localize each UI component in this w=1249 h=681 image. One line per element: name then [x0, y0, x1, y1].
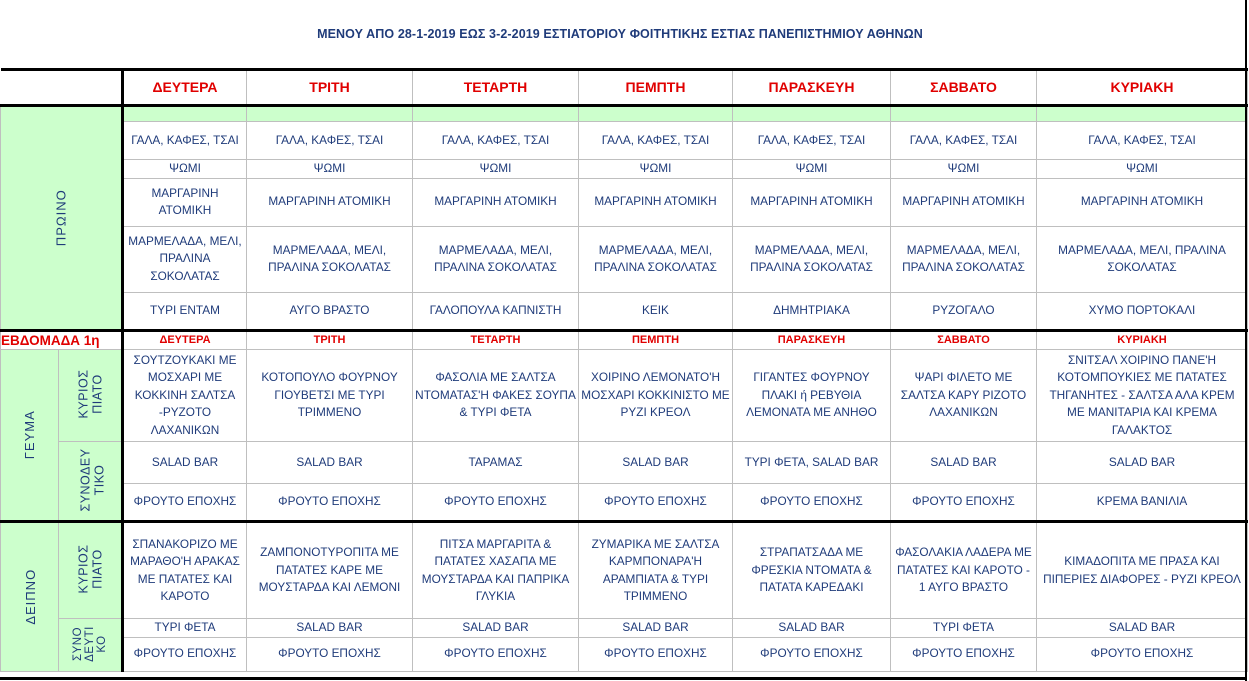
menu-cell: ΨΩΜΙ [123, 160, 247, 179]
menu-cell: ΜΑΡΜΕΛΑΔΑ, ΜΕΛΙ, ΠΡΑΛΙΝΑ ΣΟΚΟΛΑΤΑΣ [891, 226, 1037, 292]
menu-cell: ΨΩΜΙ [1037, 160, 1248, 179]
side-dish-label: ΣΥΝΟ ΔΕΥΤΙ ΚΟ [72, 625, 108, 662]
lunch-label: ΓΕΥΜΑ [21, 409, 37, 460]
menu-cell: ΜΑΡΓΑΡΙΝΗ ΑΤΟΜΙΚΗ [247, 178, 413, 226]
day-header: ΔΕΥΤΕΡΑ [123, 70, 247, 106]
day-header: ΣΑΒΒΑΤΟ [891, 70, 1037, 106]
menu-cell: ΤΥΡΙ ΦΕΤΑ [891, 619, 1037, 638]
day-header: ΚΥΡΙΑΚΗ [1037, 70, 1248, 106]
breakfast-section-cell [1, 106, 123, 331]
main-dish-label: ΚΥΡΙΟΣ ΠΙΑΤΟ [76, 369, 104, 419]
menu-cell: ΔΗΜΗΤΡΙΑΚΑ [733, 292, 891, 330]
day-header: ΤΡΙΤΗ [247, 70, 413, 106]
menu-cell: ΓΑΛΑ, ΚΑΦΕΣ, ΤΣΑΙ [891, 122, 1037, 160]
menu-cell: ΦΡΟΥΤΟ ΕΠΟΧΗΣ [247, 637, 413, 671]
corner-cell [1, 70, 123, 106]
menu-cell: ΨΩΜΙ [247, 160, 413, 179]
dinner-main-row [1, 522, 1248, 619]
menu-cell: ΠΙΤΣΑ ΜΑΡΓΑΡΙΤΑ & ΠΑΤΑΤΕΣ ΧΑΣΑΠΑ ΜΕ ΜΟΥΣΤΑΡΔΑ ΚΑΙ ΠΑΠΡΙΚΑ ΓΛΥΚΙΑ [413, 522, 579, 619]
menu-cell: SALAD BAR [891, 442, 1037, 484]
menu-cell: ΤΥΡΙ ΦΕΤΑ [123, 619, 247, 638]
menu-cell: ΓΑΛΑ, ΚΑΦΕΣ, ΤΣΑΙ [579, 122, 733, 160]
menu-cell: ΓΑΛΑ, ΚΑΦΕΣ, ΤΣΑΙ [733, 122, 891, 160]
dinner-side-row-1 [1, 619, 1248, 638]
menu-cell: ΜΑΡΓΑΡΙΝΗ ΑΤΟΜΙΚΗ [579, 178, 733, 226]
menu-cell: ΣΠΑΝΑΚΟΡΙΖΟ ΜΕ ΜΑΡΑΘΟ'Η ΑΡΑΚΑΣ ΜΕ ΠΑΤΑΤΕΣ ΚΑΙ ΚΑΡΟΤΟ [123, 522, 247, 619]
lunch-side-row-1 [1, 442, 1248, 484]
table-right-border [1245, 0, 1247, 681]
menu-cell: ΓΙΓΑΝΤΕΣ ΦΟΥΡΝΟΥ ΠΛΑΚΙ ή ΡΕΒΥΘΙΑ ΛΕΜΟΝΑΤΑ ΜΕ ΑΝΗΘΟ [733, 350, 891, 442]
menu-cell: ΜΑΡΜΕΛΑΔΑ, ΜΕΛΙ, ΠΡΑΛΙΝΑ ΣΟΚΟΛΑΤΑΣ [247, 226, 413, 292]
menu-cell: ΑΥΓΟ ΒΡΑΣΤΟ [247, 292, 413, 330]
menu-cell: SALAD BAR [733, 619, 891, 638]
menu-cell: ΚΡΕΜΑ ΒΑΝΙΛΙΑ [1037, 484, 1248, 522]
day-subheader: ΚΥΡΙΑΚΗ [1037, 330, 1248, 350]
menu-cell: ΡΥΖΟΓΑΛΟ [891, 292, 1037, 330]
breakfast-spacer-row [1, 106, 1248, 122]
breakfast-row-margarine [1, 178, 1248, 226]
menu-cell: ΦΡΟΥΤΟ ΕΠΟΧΗΣ [413, 637, 579, 671]
menu-cell: ΤΥΡΙ ΕΝΤΑΜ [123, 292, 247, 330]
menu-cell: ΦΡΟΥΤΟ ΕΠΟΧΗΣ [891, 637, 1037, 671]
day-header: ΠΕΜΠΤΗ [579, 70, 733, 106]
menu-cell: ΦΑΣΟΛΑΚΙΑ ΛΑΔΕΡΑ ΜΕ ΠΑΤΑΤΕΣ ΚΑΙ ΚΑΡΟΤΟ - 1 ΑΥΓΟ ΒΡΑΣΤΟ [891, 522, 1037, 619]
week-label: ΕΒΔΟΜΑΔΑ 1η [1, 330, 123, 350]
menu-cell: ΧΟΙΡΙΝΟ ΛΕΜΟΝΑΤΟ'Η ΜΟΣΧΑΡΙ ΚΟΚΚΙΝΙΣΤΟ ΜΕ ΡΥΖΙ ΚΡΕΟΛ [579, 350, 733, 442]
menu-cell: ΜΑΡΜΕΛΑΔΑ, ΜΕΛΙ, ΠΡΑΛΙΝΑ ΣΟΚΟΛΑΤΑΣ [123, 226, 247, 292]
breakfast-row-drinks [1, 122, 1248, 160]
menu-cell: SALAD BAR [413, 619, 579, 638]
side-dish-label: ΣΥΝΟΔΕΥ ΤΙΚΟ [78, 448, 107, 512]
menu-cell: ΤΥΡΙ ΦΕΤΑ, SALAD BAR [733, 442, 891, 484]
table-bottom-border [0, 677, 1247, 680]
menu-cell: ΜΑΡΜΕΛΑΔΑ, ΜΕΛΙ, ΠΡΑΛΙΝΑ ΣΟΚΟΛΑΤΑΣ [733, 226, 891, 292]
breakfast-row-extra [1, 292, 1248, 330]
day-header: ΤΕΤΑΡΤΗ [413, 70, 579, 106]
menu-cell: ΜΑΡΓΑΡΙΝΗ ΑΤΟΜΙΚΗ [413, 178, 579, 226]
menu-cell: ΜΑΡΜΕΛΑΔΑ, ΜΕΛΙ, ΠΡΑΛΙΝΑ ΣΟΚΟΛΑΤΑΣ [1037, 226, 1248, 292]
menu-cell: ΦΡΟΥΤΟ ΕΠΟΧΗΣ [579, 637, 733, 671]
menu-cell: ΦΡΟΥΤΟ ΕΠΟΧΗΣ [413, 484, 579, 522]
menu-cell: ΜΑΡΓΑΡΙΝΗ ΑΤΟΜΙΚΗ [123, 178, 247, 226]
menu-cell: SALAD BAR [1037, 619, 1248, 638]
menu-cell: ΜΑΡΜΕΛΑΔΑ, ΜΕΛΙ, ΠΡΑΛΙΝΑ ΣΟΚΟΛΑΤΑΣ [579, 226, 733, 292]
breakfast-label: ΠΡΩΙΝΟ [53, 188, 69, 246]
menu-cell: ΨΩΜΙ [413, 160, 579, 179]
day-subheader: ΣΑΒΒΑΤΟ [891, 330, 1037, 350]
dinner-section-cell [1, 522, 59, 672]
main-dish-label-cell [59, 522, 123, 619]
day-subheader: ΤΕΤΑΡΤΗ [413, 330, 579, 350]
menu-cell: ΦΑΣΟΛΙΑ ΜΕ ΣΑΛΤΣΑ ΝΤΟΜΑΤΑΣ'Η ΦΑΚΕΣ ΣΟΥΠΑ & ΤΥΡΙ ΦΕΤΑ [413, 350, 579, 442]
menu-cell: ΧΥΜΟ ΠΟΡΤΟΚΑΛΙ [1037, 292, 1248, 330]
menu-cell: ΦΡΟΥΤΟ ΕΠΟΧΗΣ [247, 484, 413, 522]
weekly-menu-table [0, 68, 1248, 672]
day-header-row [1, 70, 1248, 106]
menu-cell: ΜΑΡΓΑΡΙΝΗ ΑΤΟΜΙΚΗ [1037, 178, 1248, 226]
side-label-cell [59, 619, 123, 672]
menu-cell: ΦΡΟΥΤΟ ΕΠΟΧΗΣ [123, 637, 247, 671]
side-label-cell [59, 442, 123, 522]
day-subheader: ΠΑΡΑΣΚΕΥΗ [733, 330, 891, 350]
menu-cell: ΣΤΡΑΠΑΤΣΑΔΑ ΜΕ ΦΡΕΣΚΙΑ ΝΤΟΜΑΤΑ & ΠΑΤΑΤΑ ΚΑΡΕΔΑΚΙ [733, 522, 891, 619]
menu-cell: SALAD BAR [247, 442, 413, 484]
lunch-section-cell [1, 350, 59, 522]
week-row [1, 330, 1248, 350]
menu-cell: ΨΩΜΙ [891, 160, 1037, 179]
menu-cell: ΦΡΟΥΤΟ ΕΠΟΧΗΣ [733, 484, 891, 522]
menu-cell: ΜΑΡΓΑΡΙΝΗ ΑΤΟΜΙΚΗ [891, 178, 1037, 226]
menu-cell: ΜΑΡΓΑΡΙΝΗ ΑΤΟΜΙΚΗ [733, 178, 891, 226]
breakfast-row-bread [1, 160, 1248, 179]
menu-cell: ΨΩΜΙ [579, 160, 733, 179]
page-title: ΜΕΝΟΥ ΑΠΟ 28-1-2019 ΕΩΣ 3-2-2019 ΕΣΤΙΑΤΟΡΙΟΥ ΦΟΙΤΗΤΙΚΗΣ ΕΣΤΙΑΣ ΠΑΝΕΠΙΣΤΗΜΙΟΥ ΑΘΗΝΩΝ [317, 27, 923, 41]
menu-cell: ΦΡΟΥΤΟ ΕΠΟΧΗΣ [1037, 637, 1248, 671]
dinner-side-row-2 [1, 637, 1248, 671]
day-subheader: ΔΕΥΤΕΡΑ [123, 330, 247, 350]
menu-cell: ΓΑΛΑ, ΚΑΦΕΣ, ΤΣΑΙ [247, 122, 413, 160]
menu-cell: ΜΑΡΜΕΛΑΔΑ, ΜΕΛΙ, ΠΡΑΛΙΝΑ ΣΟΚΟΛΑΤΑΣ [413, 226, 579, 292]
menu-cell: SALAD BAR [1037, 442, 1248, 484]
menu-cell: SALAD BAR [579, 619, 733, 638]
menu-cell: ΣΝΙΤΣΑΛ ΧΟΙΡΙΝΟ ΠΑΝΕ'Η ΚΟΤΟΜΠΟΥΚΙΕΣ ΜΕ ΠΑΤΑΤΕΣ ΤΗΓΑΝΗΤΕΣ - ΣΑΛΤΣΑ ΑΛΑ ΚΡΕΜ ΜΕ ΜΑΝΙΤΑΡΙΑ ΚΑΙ ΚΡΕΜΑ ΓΑΛΑΚΤΟΣ [1037, 350, 1248, 442]
menu-cell: ΨΑΡΙ ΦΙΛΕΤΟ ΜΕ ΣΑΛΤΣΑ ΚΑΡΥ ΡΙΖΟΤΟ ΛΑΧΑΝΙΚΩΝ [891, 350, 1037, 442]
breakfast-row-spreads [1, 226, 1248, 292]
menu-cell: ΤΑΡΑΜΑΣ [413, 442, 579, 484]
dinner-label: ΔΕΙΠΝΟ [23, 568, 39, 625]
menu-cell: ΚΙΜΑΔΟΠΙΤΑ ΜΕ ΠΡΑΣΑ ΚΑΙ ΠΙΠΕΡΙΕΣ ΔΙΑΦΟΡΕΣ - ΡΥΖΙ ΚΡΕΟΛ [1037, 522, 1248, 619]
lunch-main-row [1, 350, 1248, 442]
menu-cell: ΦΡΟΥΤΟ ΕΠΟΧΗΣ [733, 637, 891, 671]
day-header: ΠΑΡΑΣΚΕΥΗ [733, 70, 891, 106]
main-dish-label-cell [59, 350, 123, 442]
menu-cell: ΖΑΜΠΟΝΟΤΥΡΟΠΙΤΑ ΜΕ ΠΑΤΑΤΕΣ ΚΑΡΕ ΜΕ ΜΟΥΣΤΑΡΔΑ ΚΑΙ ΛΕΜΟΝΙ [247, 522, 413, 619]
menu-cell: ΦΡΟΥΤΟ ΕΠΟΧΗΣ [891, 484, 1037, 522]
menu-cell: ΓΑΛΑ, ΚΑΦΕΣ, ΤΣΑΙ [123, 122, 247, 160]
menu-cell: ΣΟΥΤΖΟΥΚΑΚΙ ΜΕ ΜΟΣΧΑΡΙ ΜΕ ΚΟΚΚΙΝΗ ΣΑΛΤΣΑ -ΡΥΖΟΤΟ ΛΑΧΑΝΙΚΩΝ [123, 350, 247, 442]
menu-cell: ΚΟΤΟΠΟΥΛΟ ΦΟΥΡΝΟΥ ΓΙΟΥΒΕΤΣΙ ΜΕ ΤΥΡΙ ΤΡΙΜΜΕΝΟ [247, 350, 413, 442]
menu-cell: SALAD BAR [579, 442, 733, 484]
day-subheader: ΤΡΙΤΗ [247, 330, 413, 350]
menu-cell: ΦΡΟΥΤΟ ΕΠΟΧΗΣ [123, 484, 247, 522]
menu-cell: ΚΕΙΚ [579, 292, 733, 330]
menu-cell: ΖΥΜΑΡΙΚΑ ΜΕ ΣΑΛΤΣΑ ΚΑΡΜΠΟΝΑΡΑ'Η ΑΡΑΜΠΙΑΤΑ & ΤΥΡΙ ΤΡΙΜΜΕΝΟ [579, 522, 733, 619]
main-dish-label: ΚΥΡΙΟΣ ΠΙΑΤΟ [76, 544, 104, 594]
day-subheader: ΠΕΜΠΤΗ [579, 330, 733, 350]
menu-cell: SALAD BAR [123, 442, 247, 484]
menu-cell: ΓΑΛΟΠΟΥΛΑ ΚΑΠΝΙΣΤΗ [413, 292, 579, 330]
menu-cell: ΓΑΛΑ, ΚΑΦΕΣ, ΤΣΑΙ [413, 122, 579, 160]
menu-cell: SALAD BAR [247, 619, 413, 638]
lunch-side-row-2 [1, 484, 1248, 522]
menu-cell: ΦΡΟΥΤΟ ΕΠΟΧΗΣ [579, 484, 733, 522]
menu-cell: ΓΑΛΑ, ΚΑΦΕΣ, ΤΣΑΙ [1037, 122, 1248, 160]
menu-cell: ΨΩΜΙ [733, 160, 891, 179]
